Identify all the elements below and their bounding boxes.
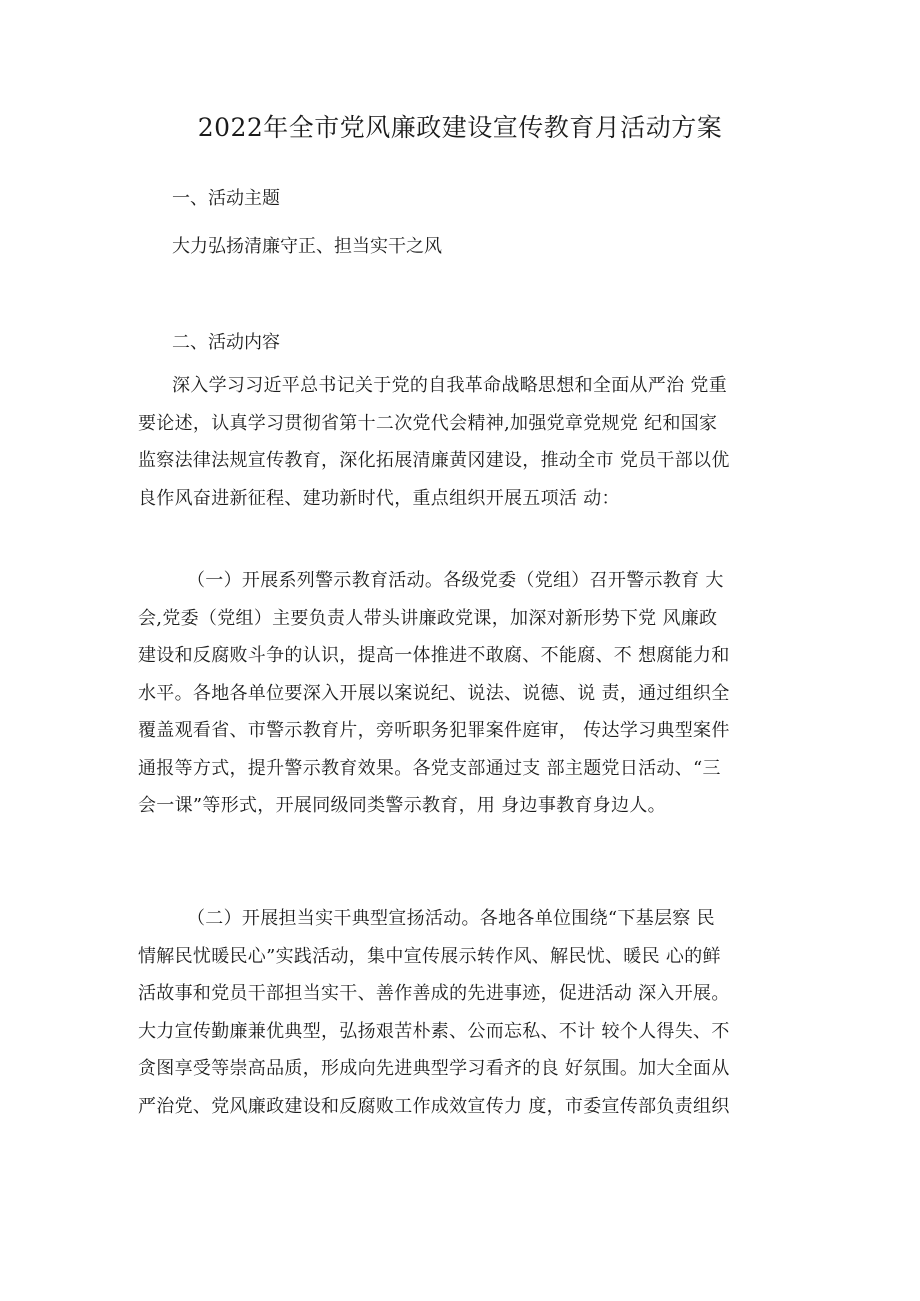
paragraph-line: 深入学习习近平总书记关于党的自我革命战略思想和全面从严治 党重: [172, 375, 728, 396]
paragraph-line: 贪图享受等崇高品质，形成向先进典型学习看齐的良 好氛围。加大全面从: [138, 1058, 730, 1079]
paragraph-line: 通报等方式，提升警示教育效果。各党支部通过支 部主题党日活动、“三: [138, 757, 721, 779]
paragraph-item-2: [138, 900, 798, 1125]
paragraph-line: 情解民忧暖民心”实践活动，集中宣传展示转作风、解民忧、暖民 心的鲜: [138, 945, 721, 967]
paragraph-line: 水平。各地各单位要深入开展以案说纪、说法、说德、说 责，通过组织全: [138, 682, 730, 704]
paragraph-line: 会一课”等形式，开展同级同类警示教育，用 身边事教育身边人。: [138, 795, 666, 816]
paragraph-line: 良作风奋进新征程、建功新时代，重点组织开展五项活 动：: [138, 487, 620, 509]
paragraph-line: （二）开展担当实干典型宣扬活动。各地各单位围绕“下基层察 民: [187, 908, 715, 929]
paragraph-line: 严治党、党风廉政建设和反腐败工作成效宣传力 度，市委宣传部负责组织: [138, 1095, 730, 1117]
paragraph-line: 建设和反腐败斗争的认识，提高一体推进不敢腐、不能腐、不 想腐能力和: [138, 645, 730, 666]
paragraph-line: 监察法律法规宣传教育，深化拓展清廉黄冈建设，推动全市 党员干部以优: [138, 450, 730, 471]
paragraph-line: （一）开展系列警示教育活动。各级党委（党组）召开警示教育 大: [187, 570, 724, 591]
section-heading-theme: 一、活动主题: [172, 188, 280, 209]
theme-text: 大力弘扬清廉守正、担当实干之风: [172, 236, 442, 257]
paragraph-line: 会,党委（党组）主要负责人带头讲廉政党课，加深对新形势下党 风廉政: [138, 607, 718, 629]
paragraph-line: 大力宣传勤廉兼优典型，弘扬艰苦朴素、公而忘私、不计 较个人得失、不: [138, 1020, 730, 1042]
paragraph-line: 要论述，认真学习贯彻省第十二次党代会精神,加强党章党规党 纪和国家: [138, 412, 718, 434]
document-title: 2022年全市党风廉政建设宣传教育月活动方案: [197, 113, 723, 142]
paragraph-item-1: [138, 562, 798, 825]
paragraph-line: 活故事和党员干部担当实干、善作善成的先进事迹，促进活动 深入开展。: [138, 983, 730, 1004]
section-heading-content: 二、活动内容: [172, 332, 280, 353]
paragraph-line: 覆盖观看省、市警示教育片，旁听职务犯罪案件庭审， 传达学习典型案件: [138, 720, 730, 741]
paragraph-intro: [138, 367, 798, 517]
